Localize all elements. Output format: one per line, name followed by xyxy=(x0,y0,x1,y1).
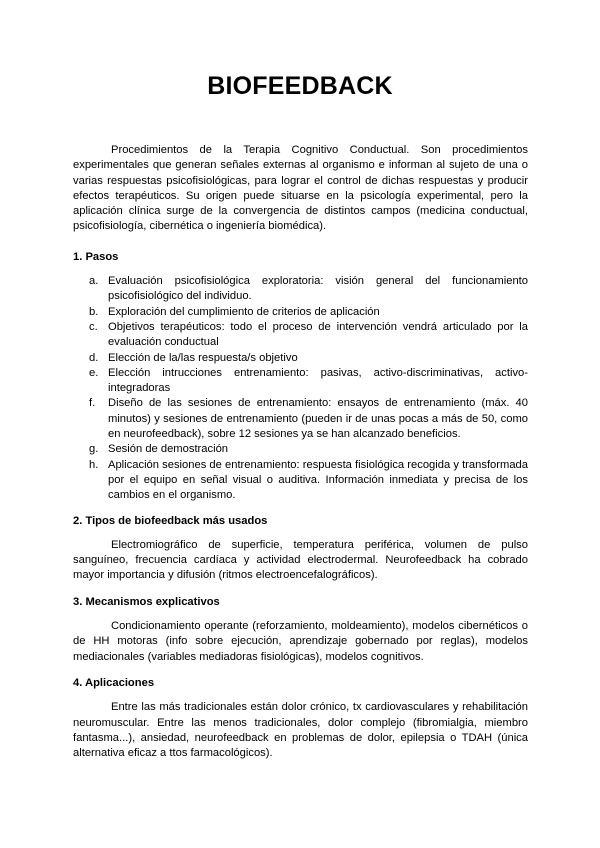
list-marker: b. xyxy=(89,305,99,318)
section-tipos xyxy=(73,514,528,584)
section-aplicaciones xyxy=(73,676,528,761)
list-item xyxy=(73,458,528,504)
section-paragraph-aplicaciones: Entre las más tradicionales están dolor crónico, tx cardiovasculares y rehabilitación neuromuscular. Entre las menos tradicionales, dolor complejo (fibromialgia, miembro fantasma...), ansiedad, neurofeedback en problemas de dolor, epilepsia o TDAH (única alternativa eficaz a ttos farmacológicos). xyxy=(73,701,528,760)
list-item-text: Elección de la/las respuesta/s objetivo xyxy=(108,351,298,364)
list-item-text: Elección intrucciones entrenamiento: pasivas, activo-discriminativas, activo-integradoras xyxy=(108,366,528,395)
list-marker: h. xyxy=(89,458,99,471)
list-item xyxy=(73,442,528,457)
list-marker: e. xyxy=(89,366,99,379)
list-item-text: Sesión de demostración xyxy=(108,443,229,456)
document-body xyxy=(73,143,528,772)
list-item xyxy=(73,320,528,351)
section-mecanismos xyxy=(73,595,528,665)
list-item-text: Evaluación psicofisiológica exploratoria: visión general del funcionamiento psicofisiológico del individuo. xyxy=(108,275,528,303)
list-item-text: Aplicación sesiones de entrenamiento: respuesta fisiológica recogida y transformada por el equipo en señal visual o auditiva. Información inmediata y precisa de los cambios en el organismo. xyxy=(108,458,528,502)
section-heading-tipos: 2. Tipos de biofeedback más usados xyxy=(73,514,268,527)
intro-paragraph: Procedimientos de la Terapia Cognitivo Conductual. Son procedimientos experimentales que generan señales externas al organismo e informan al sujeto de una o varias respuestas psicofisiológicas, para lograr el control de dichas respuestas y producir efectos terapéuticos. Su origen puede situarse en la psicología experimental, pero la aplicación clínica surge de la convergencia de distintos campos (medicina conductual, psicofisiología, cibernética o ingeniería biomédica). xyxy=(73,144,528,233)
section-heading-mecanismos: 3. Mecanismos explicativos xyxy=(73,595,220,608)
section-paragraph-mecanismos: Condicionamiento operante (reforzamiento, moldeamiento), modelos cibernéticos o de HH motoras (info sobre ejecución, aprendizaje gobernado por reglas), modelos mediacionales (variables mediadoras fisiológicas), modelos cognitivos. xyxy=(73,620,528,663)
list-item xyxy=(73,366,528,397)
list-item xyxy=(73,351,528,366)
list-marker: f. xyxy=(89,397,96,410)
section-heading-pasos: 1. Pasos xyxy=(73,250,119,263)
page-title: BIOFEEDBACK xyxy=(207,72,393,100)
list-item xyxy=(73,305,528,320)
list-marker: a. xyxy=(89,275,99,288)
section-paragraph-tipos: Electromiográfico de superficie, temperatura periférica, volumen de pulso sanguíneo, frecuencia cardíaca y actividad electrodermal. Neurofeedback ha cobrado mayor importancia y difusión (ritmos electroencefalográficos). xyxy=(73,538,528,582)
list-item-text: Exploración del cumplimiento de criterios de aplicación xyxy=(108,305,380,318)
list-item xyxy=(73,396,528,442)
list-item xyxy=(73,274,528,305)
list-marker: c. xyxy=(89,320,98,333)
section-heading-aplicaciones: 4. Aplicaciones xyxy=(73,676,155,689)
list-marker: g. xyxy=(89,443,99,456)
list-item-text: Objetivos terapéuticos: todo el proceso de intervención vendrá articulado por la evaluación conductual xyxy=(108,320,528,349)
steps-list xyxy=(73,274,528,503)
list-item-text: Diseño de las sesiones de entrenamiento: ensayos de entrenamiento (máx. 40 minutos) y sesiones de entrenamiento (pueden ir de unas pocas a más de 50, como en neurofeedback), sobre 12 sesiones ya se han alcanzado beneficios. xyxy=(108,397,528,441)
list-marker: d. xyxy=(89,351,99,364)
